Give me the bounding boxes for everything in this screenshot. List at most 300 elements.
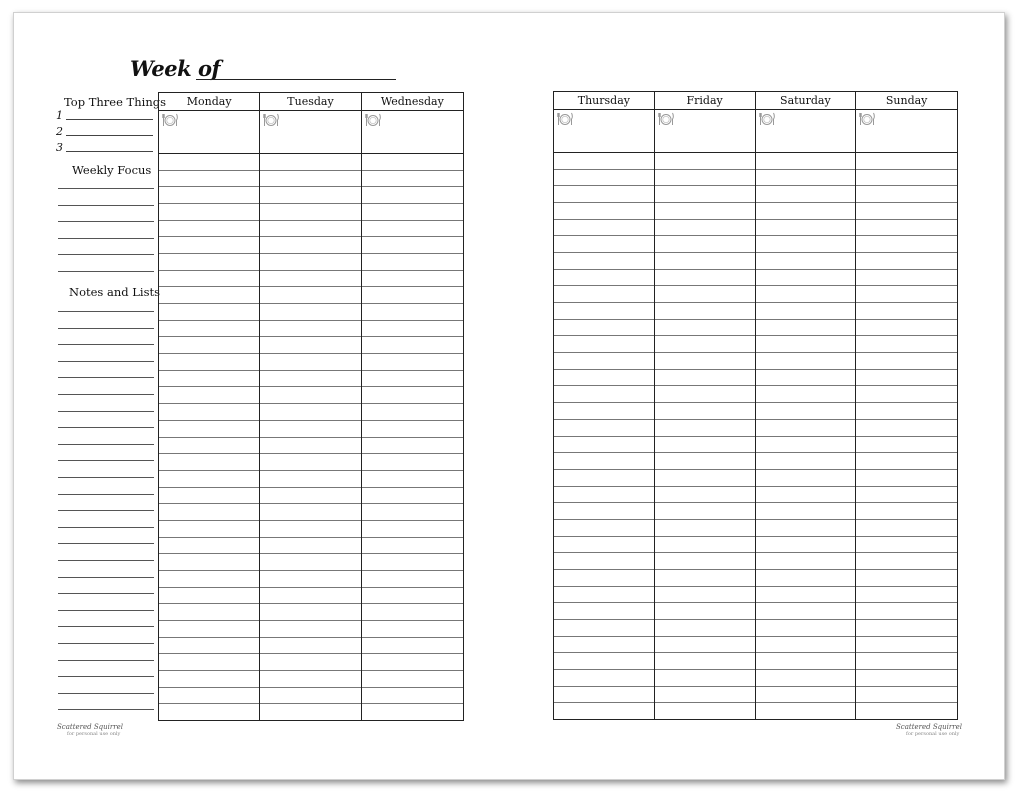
schedule-line[interactable] [856, 552, 957, 553]
plate-fork-knife-icon [658, 112, 674, 126]
schedule-line[interactable] [756, 586, 856, 587]
schedule-line[interactable] [655, 552, 755, 553]
schedule-line[interactable] [856, 652, 957, 653]
schedule-line[interactable] [856, 335, 957, 336]
schedule-line[interactable] [655, 419, 755, 420]
schedule-line[interactable] [159, 420, 259, 421]
schedule-line[interactable] [856, 369, 957, 370]
notes-line[interactable] [58, 311, 154, 312]
schedule-line[interactable] [260, 687, 360, 688]
notes-line[interactable] [58, 593, 154, 594]
schedule-line[interactable] [554, 552, 654, 553]
schedule-line[interactable] [554, 619, 654, 620]
schedule-line[interactable] [756, 669, 856, 670]
schedule-line[interactable] [856, 385, 957, 386]
schedule-line[interactable] [362, 653, 463, 654]
schedule-line[interactable] [756, 219, 856, 220]
notes-line[interactable] [58, 610, 154, 611]
schedule-line[interactable] [756, 302, 856, 303]
plate-fork-knife-icon [859, 112, 875, 126]
schedule-line[interactable] [362, 670, 463, 671]
schedule-line[interactable] [655, 652, 755, 653]
schedule-line[interactable] [554, 652, 654, 653]
schedule-line[interactable] [362, 303, 463, 304]
schedule-line[interactable] [260, 253, 360, 254]
top-three-line-2[interactable] [66, 135, 153, 136]
plate-fork-knife-icon [557, 112, 573, 126]
schedule-line[interactable] [362, 453, 463, 454]
schedule-line[interactable] [159, 520, 259, 521]
day-header-saturday: Saturday [756, 92, 856, 110]
schedule-line[interactable] [362, 220, 463, 221]
schedule-line[interactable] [655, 586, 755, 587]
schedule-line[interactable] [159, 437, 259, 438]
schedule-line[interactable] [756, 419, 856, 420]
schedule-line[interactable] [655, 369, 755, 370]
schedule-line[interactable] [260, 603, 360, 604]
schedule-line[interactable] [554, 602, 654, 603]
schedule-line[interactable] [756, 652, 856, 653]
schedule-line[interactable] [756, 552, 856, 553]
schedule-line[interactable] [159, 587, 259, 588]
schedule-line[interactable] [554, 519, 654, 520]
schedule-line[interactable] [260, 487, 360, 488]
schedule-line[interactable] [554, 269, 654, 270]
day-header-thursday: Thursday [554, 92, 654, 110]
schedule-line[interactable] [554, 202, 654, 203]
schedule-line[interactable] [655, 319, 755, 320]
schedule-line[interactable] [554, 352, 654, 353]
day-column-thursday [554, 92, 655, 719]
schedule-line[interactable] [856, 219, 957, 220]
schedule-line[interactable] [655, 619, 755, 620]
schedule-line[interactable] [260, 670, 360, 671]
schedule-line[interactable] [554, 402, 654, 403]
schedule-line[interactable] [856, 402, 957, 403]
schedule-line[interactable] [362, 336, 463, 337]
schedule-line[interactable] [554, 536, 654, 537]
schedule-line[interactable] [856, 536, 957, 537]
schedule-line[interactable] [159, 537, 259, 538]
schedule-line[interactable] [856, 235, 957, 236]
notes-line[interactable] [58, 510, 154, 511]
schedule-line[interactable] [756, 486, 856, 487]
notes-line[interactable] [58, 543, 154, 544]
schedule-line[interactable] [655, 636, 755, 637]
schedule-line[interactable] [856, 436, 957, 437]
schedule-line[interactable] [756, 202, 856, 203]
schedule-line[interactable] [856, 285, 957, 286]
schedule-line[interactable] [756, 636, 856, 637]
schedule-line[interactable] [362, 253, 463, 254]
schedule-line[interactable] [159, 303, 259, 304]
schedule-line[interactable] [260, 336, 360, 337]
schedule-line[interactable] [554, 586, 654, 587]
schedule-line[interactable] [362, 270, 463, 271]
schedule-line[interactable] [362, 286, 463, 287]
schedule-line[interactable] [362, 637, 463, 638]
schedule-line[interactable] [756, 235, 856, 236]
schedule-line[interactable] [260, 453, 360, 454]
schedule-line[interactable] [159, 487, 259, 488]
schedule-line[interactable] [655, 486, 755, 487]
weekly-focus-title: Weekly Focus [72, 163, 152, 177]
focus-line[interactable] [58, 205, 154, 206]
schedule-line[interactable] [756, 502, 856, 503]
schedule-line[interactable] [260, 437, 360, 438]
schedule-line[interactable] [260, 620, 360, 621]
schedule-line[interactable] [159, 386, 259, 387]
schedule-line[interactable] [856, 269, 957, 270]
schedule-line[interactable] [856, 452, 957, 453]
schedule-line[interactable] [756, 686, 856, 687]
schedule-line[interactable] [856, 169, 957, 170]
schedule-line[interactable] [655, 686, 755, 687]
schedule-line[interactable] [554, 702, 654, 703]
day-column-sunday [856, 92, 957, 719]
schedule-line[interactable] [856, 486, 957, 487]
schedule-line[interactable] [756, 252, 856, 253]
top-three-number-2: 2 [56, 125, 63, 138]
schedule-line[interactable] [260, 370, 360, 371]
schedule-line[interactable] [260, 286, 360, 287]
notes-line[interactable] [58, 477, 154, 478]
notes-line[interactable] [58, 643, 154, 644]
schedule-line[interactable] [260, 170, 360, 171]
schedule-line[interactable] [159, 236, 259, 237]
schedule-line[interactable] [655, 302, 755, 303]
focus-line[interactable] [58, 238, 154, 239]
schedule-line[interactable] [260, 520, 360, 521]
schedule-line[interactable] [856, 569, 957, 570]
focus-line[interactable] [58, 271, 154, 272]
schedule-line[interactable] [362, 320, 463, 321]
notes-line[interactable] [58, 693, 154, 694]
day-header-friday: Friday [655, 92, 755, 110]
schedule-line[interactable] [756, 519, 856, 520]
schedule-line[interactable] [655, 519, 755, 520]
schedule-line[interactable] [159, 320, 259, 321]
day-header-monday: Monday [159, 93, 259, 111]
schedule-line[interactable] [362, 203, 463, 204]
plate-fork-knife-icon [365, 113, 381, 127]
schedule-line[interactable] [856, 669, 957, 670]
schedule-line[interactable] [362, 487, 463, 488]
top-three-line-1[interactable] [66, 119, 153, 120]
schedule-line[interactable] [655, 702, 755, 703]
schedule-line[interactable] [856, 586, 957, 587]
notes-line[interactable] [58, 411, 154, 412]
schedule-line[interactable] [159, 253, 259, 254]
schedule-line[interactable] [756, 402, 856, 403]
top-three-title: Top Three Things [64, 95, 166, 109]
schedule-line[interactable] [554, 169, 654, 170]
schedule-line[interactable] [159, 470, 259, 471]
day-column-monday [159, 93, 260, 720]
schedule-line[interactable] [159, 370, 259, 371]
schedule-line[interactable] [856, 519, 957, 520]
schedule-line[interactable] [260, 353, 360, 354]
schedule-line[interactable] [159, 270, 259, 271]
schedule-line[interactable] [159, 570, 259, 571]
schedule-line[interactable] [756, 319, 856, 320]
schedule-line[interactable] [159, 670, 259, 671]
schedule-line[interactable] [756, 369, 856, 370]
schedule-line[interactable] [260, 303, 360, 304]
day-column-saturday [756, 92, 857, 719]
notes-line[interactable] [58, 676, 154, 677]
notes-line[interactable] [58, 427, 154, 428]
day-header-tuesday: Tuesday [260, 93, 360, 111]
schedule-line[interactable] [856, 636, 957, 637]
right-week-grid [553, 91, 958, 720]
schedule-line[interactable] [260, 386, 360, 387]
schedule-line[interactable] [856, 502, 957, 503]
schedule-line[interactable] [655, 502, 755, 503]
schedule-line[interactable] [856, 686, 957, 687]
schedule-line[interactable] [554, 369, 654, 370]
schedule-line[interactable] [756, 169, 856, 170]
schedule-line[interactable] [655, 252, 755, 253]
schedule-line[interactable] [362, 470, 463, 471]
day-column-wednesday [362, 93, 463, 720]
schedule-line[interactable] [362, 553, 463, 554]
focus-line[interactable] [58, 188, 154, 189]
schedule-line[interactable] [655, 602, 755, 603]
schedule-line[interactable] [159, 703, 259, 704]
meal-box-friday[interactable] [655, 109, 755, 153]
notes-line[interactable] [58, 494, 154, 495]
schedule-line[interactable] [554, 285, 654, 286]
schedule-line[interactable] [260, 653, 360, 654]
schedule-line[interactable] [554, 319, 654, 320]
schedule-line[interactable] [554, 419, 654, 420]
schedule-line[interactable] [756, 285, 856, 286]
schedule-line[interactable] [362, 437, 463, 438]
schedule-line[interactable] [554, 502, 654, 503]
schedule-line[interactable] [362, 236, 463, 237]
schedule-line[interactable] [554, 235, 654, 236]
schedule-line[interactable] [554, 252, 654, 253]
day-column-friday [655, 92, 756, 719]
schedule-line[interactable] [260, 403, 360, 404]
schedule-line[interactable] [159, 403, 259, 404]
focus-line[interactable] [58, 254, 154, 255]
schedule-line[interactable] [260, 553, 360, 554]
schedule-line[interactable] [756, 569, 856, 570]
schedule-line[interactable] [260, 186, 360, 187]
schedule-line[interactable] [756, 602, 856, 603]
notes-line[interactable] [58, 444, 154, 445]
schedule-line[interactable] [756, 385, 856, 386]
schedule-line[interactable] [260, 503, 360, 504]
schedule-line[interactable] [756, 469, 856, 470]
schedule-line[interactable] [362, 603, 463, 604]
left-week-grid [158, 92, 464, 721]
schedule-line[interactable] [655, 569, 755, 570]
schedule-line[interactable] [260, 420, 360, 421]
notes-line[interactable] [58, 577, 154, 578]
schedule-line[interactable] [159, 186, 259, 187]
meal-box-sunday[interactable] [856, 109, 957, 153]
schedule-line[interactable] [756, 702, 856, 703]
notes-line[interactable] [58, 560, 154, 561]
schedule-line[interactable] [554, 486, 654, 487]
schedule-line[interactable] [362, 420, 463, 421]
notes-line[interactable] [58, 377, 154, 378]
schedule-line[interactable] [856, 419, 957, 420]
schedule-line[interactable] [856, 602, 957, 603]
schedule-line[interactable] [260, 270, 360, 271]
schedule-line[interactable] [159, 220, 259, 221]
schedule-line[interactable] [554, 686, 654, 687]
schedule-line[interactable] [260, 703, 360, 704]
schedule-line[interactable] [856, 185, 957, 186]
schedule-line[interactable] [655, 185, 755, 186]
schedule-line[interactable] [260, 587, 360, 588]
schedule-line[interactable] [655, 352, 755, 353]
schedule-line[interactable] [159, 170, 259, 171]
schedule-line[interactable] [159, 336, 259, 337]
week-of-line[interactable] [196, 79, 396, 80]
schedule-line[interactable] [362, 503, 463, 504]
schedule-line[interactable] [554, 469, 654, 470]
schedule-line[interactable] [159, 637, 259, 638]
schedule-line[interactable] [655, 669, 755, 670]
schedule-line[interactable] [655, 202, 755, 203]
schedule-line[interactable] [856, 302, 957, 303]
schedule-line[interactable] [756, 269, 856, 270]
notes-line[interactable] [58, 460, 154, 461]
schedule-line[interactable] [362, 403, 463, 404]
top-three-line-3[interactable] [66, 151, 153, 152]
schedule-line[interactable] [756, 452, 856, 453]
notes-line[interactable] [58, 361, 154, 362]
plate-fork-knife-icon [263, 113, 279, 127]
meal-box-monday[interactable] [159, 110, 259, 154]
schedule-line[interactable] [260, 537, 360, 538]
schedule-line[interactable] [756, 352, 856, 353]
meal-box-thursday[interactable] [554, 109, 654, 153]
schedule-line[interactable] [655, 402, 755, 403]
schedule-line[interactable] [655, 385, 755, 386]
schedule-line[interactable] [362, 537, 463, 538]
notes-line[interactable] [58, 626, 154, 627]
schedule-line[interactable] [655, 169, 755, 170]
top-three-number-3: 3 [56, 141, 63, 154]
schedule-line[interactable] [362, 703, 463, 704]
meal-box-tuesday[interactable] [260, 110, 360, 154]
schedule-line[interactable] [362, 370, 463, 371]
schedule-line[interactable] [655, 335, 755, 336]
schedule-line[interactable] [159, 503, 259, 504]
schedule-line[interactable] [856, 469, 957, 470]
schedule-line[interactable] [159, 687, 259, 688]
focus-line[interactable] [58, 221, 154, 222]
schedule-line[interactable] [554, 436, 654, 437]
schedule-line[interactable] [362, 587, 463, 588]
schedule-line[interactable] [362, 687, 463, 688]
plate-fork-knife-icon [162, 113, 178, 127]
schedule-line[interactable] [655, 452, 755, 453]
schedule-line[interactable] [260, 470, 360, 471]
schedule-line[interactable] [856, 202, 957, 203]
schedule-line[interactable] [856, 702, 957, 703]
schedule-line[interactable] [260, 637, 360, 638]
notes-line[interactable] [58, 328, 154, 329]
schedule-line[interactable] [362, 170, 463, 171]
schedule-line[interactable] [554, 219, 654, 220]
schedule-line[interactable] [362, 353, 463, 354]
schedule-line[interactable] [554, 452, 654, 453]
schedule-line[interactable] [655, 436, 755, 437]
brand-logo-right: Scattered Squirrel for personal use only [896, 723, 962, 737]
schedule-line[interactable] [362, 620, 463, 621]
schedule-line[interactable] [260, 570, 360, 571]
schedule-line[interactable] [756, 619, 856, 620]
notes-line[interactable] [58, 709, 154, 710]
schedule-line[interactable] [856, 352, 957, 353]
schedule-line[interactable] [554, 569, 654, 570]
schedule-line[interactable] [856, 319, 957, 320]
notes-line[interactable] [58, 527, 154, 528]
schedule-line[interactable] [159, 620, 259, 621]
notes-title: Notes and Lists [69, 285, 160, 299]
schedule-line[interactable] [554, 185, 654, 186]
schedule-line[interactable] [756, 536, 856, 537]
meal-box-saturday[interactable] [756, 109, 856, 153]
schedule-line[interactable] [554, 636, 654, 637]
notes-line[interactable] [58, 344, 154, 345]
notes-line[interactable] [58, 660, 154, 661]
schedule-line[interactable] [655, 536, 755, 537]
day-column-tuesday [260, 93, 361, 720]
schedule-line[interactable] [554, 385, 654, 386]
schedule-line[interactable] [554, 335, 654, 336]
schedule-line[interactable] [260, 320, 360, 321]
schedule-line[interactable] [362, 386, 463, 387]
schedule-line[interactable] [159, 553, 259, 554]
notes-line[interactable] [58, 394, 154, 395]
schedule-line[interactable] [159, 286, 259, 287]
meal-box-wednesday[interactable] [362, 110, 463, 154]
plate-fork-knife-icon [759, 112, 775, 126]
schedule-line[interactable] [554, 302, 654, 303]
schedule-line[interactable] [260, 220, 360, 221]
schedule-line[interactable] [655, 469, 755, 470]
schedule-line[interactable] [856, 619, 957, 620]
schedule-line[interactable] [756, 185, 856, 186]
schedule-line[interactable] [260, 203, 360, 204]
schedule-line[interactable] [159, 353, 259, 354]
schedule-line[interactable] [362, 186, 463, 187]
schedule-line[interactable] [655, 285, 755, 286]
schedule-line[interactable] [159, 603, 259, 604]
schedule-line[interactable] [655, 269, 755, 270]
schedule-line[interactable] [159, 453, 259, 454]
schedule-line[interactable] [362, 520, 463, 521]
schedule-line[interactable] [655, 235, 755, 236]
schedule-line[interactable] [655, 219, 755, 220]
schedule-line[interactable] [362, 570, 463, 571]
schedule-line[interactable] [159, 653, 259, 654]
schedule-line[interactable] [260, 236, 360, 237]
schedule-line[interactable] [856, 252, 957, 253]
schedule-line[interactable] [756, 335, 856, 336]
schedule-line[interactable] [554, 669, 654, 670]
schedule-line[interactable] [756, 436, 856, 437]
schedule-line[interactable] [159, 203, 259, 204]
